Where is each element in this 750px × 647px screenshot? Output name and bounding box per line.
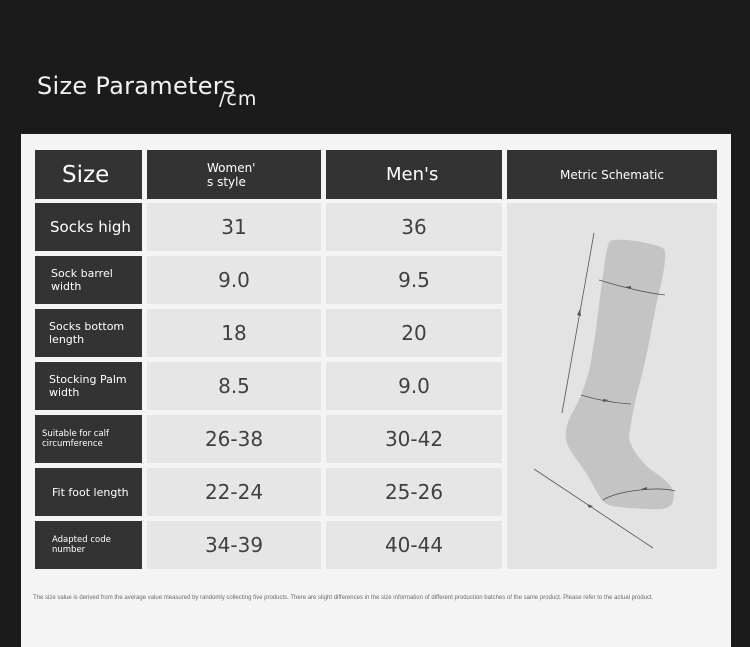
women-value: 9.0 — [147, 256, 321, 304]
row-label — [35, 256, 142, 304]
header-women-label: Women' s style — [207, 160, 256, 189]
row-label — [35, 415, 142, 463]
men-value: 40-44 — [326, 521, 502, 569]
header-men-label: Men's — [386, 164, 439, 185]
header-schematic-label: Metric Schematic — [559, 167, 664, 182]
women-value: 31 — [147, 203, 321, 251]
men-value: 9.0 — [326, 362, 502, 410]
sock-diagram — [507, 203, 717, 569]
metric-schematic — [507, 203, 717, 569]
header-women — [147, 150, 321, 199]
page-title: Size Parameters — [37, 72, 236, 100]
women-value: 26-38 — [147, 415, 321, 463]
row-label — [35, 362, 142, 410]
footnote: The size value is derived from the average value measured by randomly collecting five products. There are slight differences in the size information of different production batches of the same product. Please refer to the actual product. — [33, 595, 654, 601]
row-label-text: Fit foot length — [52, 485, 129, 499]
row-label — [35, 203, 142, 251]
header-size-label: Size — [62, 161, 110, 188]
size-table-panel — [21, 134, 731, 647]
row-label-text: Adapted code number — [52, 535, 111, 555]
row-label — [35, 309, 142, 357]
sock-icon — [566, 240, 674, 510]
men-value: 25-26 — [326, 468, 502, 516]
women-value: 18 — [147, 309, 321, 357]
row-label-text: Socks high — [50, 218, 131, 236]
row-label — [35, 468, 142, 516]
unit-label: /cm — [219, 88, 258, 110]
row-label-text: Suitable for calf circumference — [42, 429, 109, 449]
header-men — [326, 150, 502, 199]
men-value: 9.5 — [326, 256, 502, 304]
header-size — [35, 150, 142, 199]
row-label-text: Stocking Palm width — [49, 373, 127, 399]
row-label — [35, 521, 142, 569]
row-label-text: Socks bottom length — [49, 320, 125, 346]
men-value: 30-42 — [326, 415, 502, 463]
men-value: 36 — [326, 203, 502, 251]
row-label-text: Sock barrel width — [51, 267, 113, 293]
women-value: 22-24 — [147, 468, 321, 516]
women-value: 8.5 — [147, 362, 321, 410]
men-value: 20 — [326, 309, 502, 357]
women-value: 34-39 — [147, 521, 321, 569]
header-schematic — [507, 150, 717, 199]
